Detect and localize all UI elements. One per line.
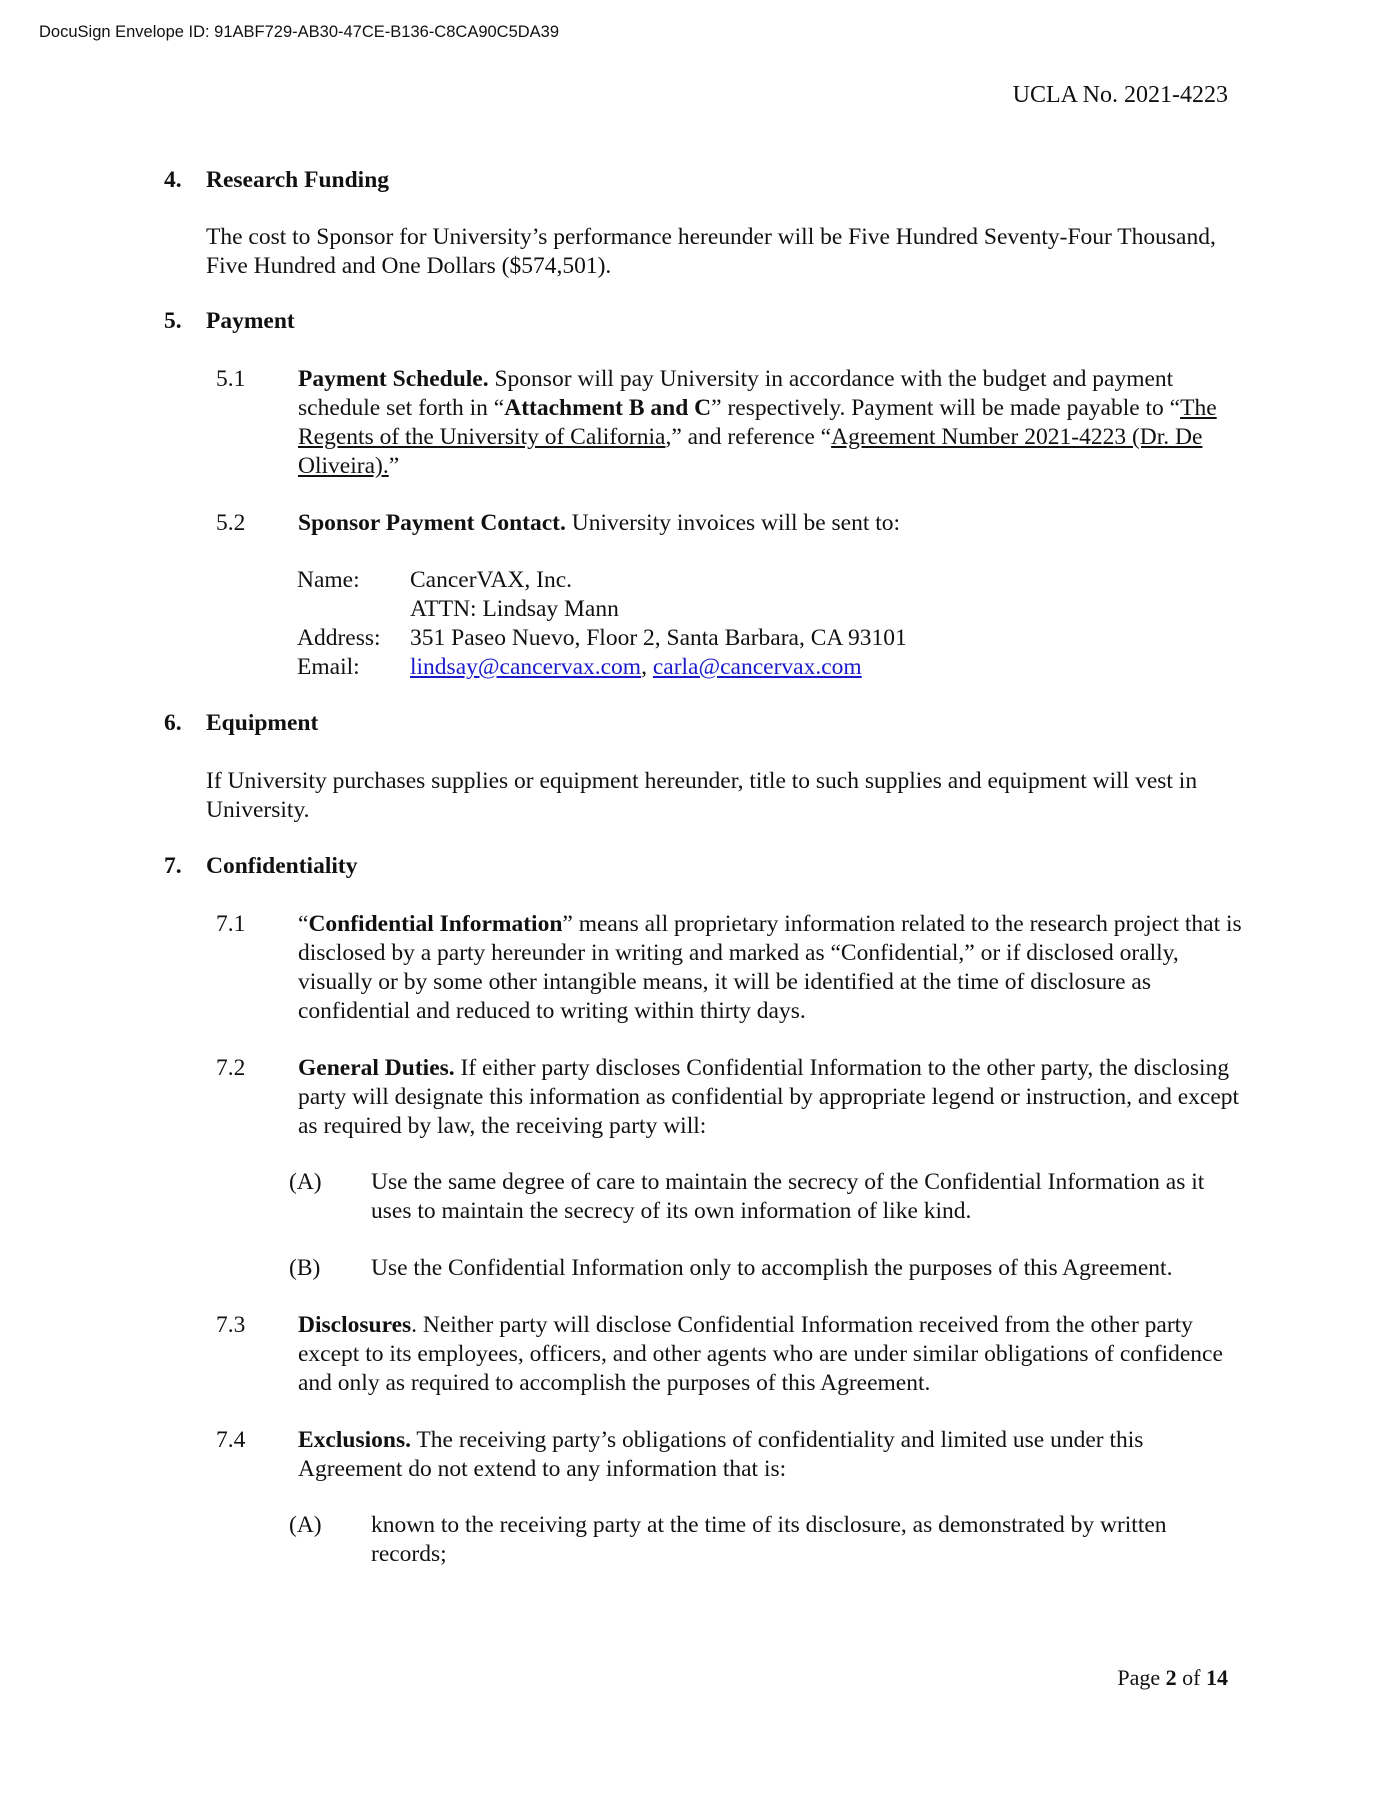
subsection-number: 7.4 <box>216 1427 246 1453</box>
subsection-body: Sponsor Payment Contact. University invoices will be sent to: <box>298 510 901 536</box>
subsection-lead: Disclosures <box>298 1312 412 1338</box>
page-number: Page 2 of 14 <box>1117 1665 1228 1690</box>
list-item-marker: (B) <box>289 1255 321 1281</box>
subsection-body: Disclosures. Neither party will disclose Confidential Information received from the other party except to its employees, officers, and other agents who are under similar obligations of confidence and only as required to accomplish the purposes of this Agreement. <box>298 1312 1223 1396</box>
email-link-carla[interactable]: carla@cancervax.com <box>652 654 862 680</box>
list-item-text: Use the same degree of care to maintain the secrecy of the Confidential Information as it uses to maintain the secrecy of its own information of like kind. <box>371 1169 1205 1224</box>
name-value: CancerVAX, Inc. <box>410 567 573 593</box>
docusign-envelope-id: DocuSign Envelope ID: 91ABF729-AB30-47CE-B136-C8CA90C5DA39 <box>39 23 560 41</box>
section-title: Equipment <box>206 710 319 736</box>
section-number: 7. <box>164 853 182 879</box>
subsection-lead: Confidential Information <box>308 911 563 937</box>
section-4-body: The cost to Sponsor for University’s performance hereunder will be Five Hundred Seventy-Four Thousand, Five Hundred and One Dollars ($574,501). <box>206 224 1216 279</box>
attachment-reference: Attachment B and C <box>504 395 712 421</box>
subsection-number: 7.1 <box>216 911 246 937</box>
subsection-lead: Exclusions. <box>298 1427 411 1453</box>
section-number: 4. <box>164 167 182 193</box>
agreement-number-reference: Agreement Number 2021-4223 (Dr. De Oliveira). <box>298 424 1203 479</box>
subsection-number: 5.1 <box>216 366 246 392</box>
subsection-body: Payment Schedule. Sponsor will pay University in accordance with the budget and payment schedule set forth in “Attachment B and C” respectively. Payment will be made payable to “The Regents of the University of California,” and reference “Agreement Number 2021-4223 (Dr. De Oliveira).” <box>298 366 1217 479</box>
email-label: Email: <box>297 654 360 680</box>
section-title: Research Funding <box>206 167 390 193</box>
subsection-number: 7.2 <box>216 1055 246 1081</box>
list-item-marker: (A) <box>289 1512 322 1538</box>
attn-value: ATTN: Lindsay Mann <box>410 596 619 622</box>
list-item-text: known to the receiving party at the time of its disclosure, as demonstrated by written records; <box>371 1512 1167 1567</box>
subsection-body: General Duties. If either party discloses Confidential Information to the other party, the disclosing party will designate this information as confidential by appropriate legend or instruction, and except as required by law, the receiving party will: <box>298 1055 1240 1139</box>
name-label: Name: <box>297 567 360 593</box>
section-title: Confidentiality <box>206 853 358 879</box>
list-item-text: Use the Confidential Information only to accomplish the purposes of this Agreement. <box>371 1255 1173 1281</box>
payee-name: The Regents of the University of California <box>298 395 1217 450</box>
section-number: 5. <box>164 308 182 334</box>
subsection-lead: Payment Schedule. <box>298 366 489 392</box>
subsection-lead: General Duties. <box>298 1055 455 1081</box>
section-6-body: If University purchases supplies or equipment hereunder, title to such supplies and equipment will vest in University. <box>206 768 1198 823</box>
total-pages: 14 <box>1206 1665 1228 1690</box>
address-label: Address: <box>297 625 381 651</box>
subsection-lead: Sponsor Payment Contact. <box>298 510 566 536</box>
address-value: 351 Paseo Nuevo, Floor 2, Santa Barbara, CA 93101 <box>410 625 907 651</box>
list-item-marker: (A) <box>289 1169 322 1195</box>
current-page: 2 <box>1165 1665 1177 1690</box>
subsection-number: 7.3 <box>216 1312 246 1338</box>
subsection-number: 5.2 <box>216 510 246 536</box>
subsection-body: Exclusions. The receiving party’s obligations of confidentiality and limited use under this Agreement do not extend to any information that is: <box>298 1427 1144 1482</box>
email-link-lindsay[interactable]: lindsay@cancervax.com <box>410 654 642 680</box>
subsection-body: “Confidential Information” means all proprietary information related to the research project that is disclosed by a party hereunder in writing and marked as “Confidential,” or if disclosed orally, visually or by some other intangible means, it will be identified at the time of disclosure as confidential and reduced to writing within thirty days. <box>298 911 1242 1024</box>
agreement-reference: UCLA No. 2021-4223 <box>1012 82 1228 108</box>
section-number: 6. <box>164 710 182 736</box>
section-title: Payment <box>206 308 295 334</box>
